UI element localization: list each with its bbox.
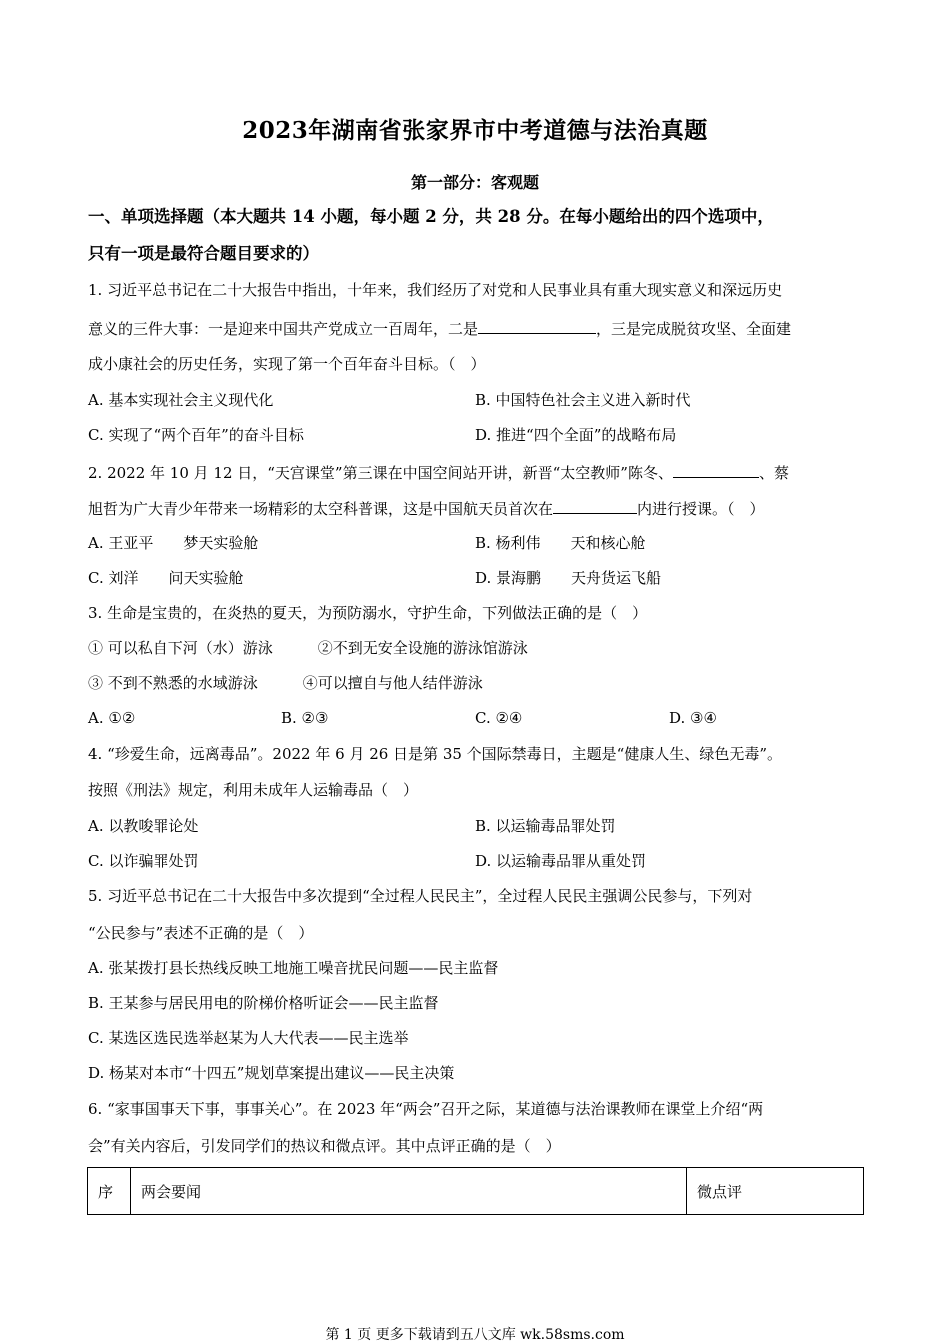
q3-option-d: D. ③④ — [669, 709, 717, 727]
q3-stem: 3. 生命是宝贵的，在炎热的夏天，为预防溺水，守护生命，下列做法正确的是（ ） — [88, 604, 648, 622]
page-footer: 第 1 页 更多下载请到五八文库 wk.58sms.com — [325, 1327, 625, 1343]
q5-option-d: D. 杨某对本市“十四五”规划草案提出建议——民主决策 — [88, 1064, 455, 1082]
q3-option-b: B. ②③ — [281, 709, 329, 727]
q2-stem-part-c: 旭哲为广大青少年带来一场精彩的太空科普课，这是中国航天员首次在 — [88, 500, 554, 518]
q6-header-news: 两会要闻 — [131, 1168, 687, 1215]
q5-option-a: A. 张某拨打县长热线反映工地施工噪音扰民问题——民主监督 — [88, 959, 499, 977]
q4-option-d: D. 以运输毒品罪从重处罚 — [475, 852, 647, 870]
q4-stem-line-1: 4. “珍爱生命，远离毒品”。2022 年 6 月 26 日是第 35 个国际禁毒日，主题是“健康人生、绿色无毒”。 — [88, 745, 783, 763]
q1-stem-line-2 — [88, 317, 791, 339]
page-title: 2023年湖南省张家界市中考道德与法治真题 — [242, 117, 708, 144]
q2-option-a: A. 王亚平 梦天实验舱 — [88, 534, 259, 552]
q5-option-b: B. 王某参与居民用电的阶梯价格听证会——民主监督 — [88, 994, 439, 1012]
q2-stem-line-2 — [88, 497, 765, 519]
q1-stem-part-b: ，三是完成脱贫攻坚、全面建 — [596, 320, 792, 338]
q3-statements-1-2: ① 可以私自下河（水）游泳 ②不到无安全设施的游泳馆游泳 — [88, 639, 528, 657]
q3-option-c: C. ②④ — [475, 709, 523, 727]
q1-stem-line-1: 1. 习近平总书记在二十大报告中指出，十年来，我们经历了对党和人民事业具有重大现实意义和深远历史 — [88, 281, 783, 299]
q2-stem-part-b: 、蔡 — [758, 464, 789, 482]
q3-statements-3-4: ③ 不到不熟悉的水域游泳 ④可以擅自与他人结伴游泳 — [88, 674, 483, 692]
q1-stem-line-3: 成小康社会的历史任务，实现了第一个百年奋斗目标。（ ） — [88, 355, 486, 373]
q1-option-b: B. 中国特色社会主义进入新时代 — [475, 391, 691, 409]
q2-blank-1 — [673, 461, 759, 478]
q6-table — [87, 1167, 864, 1215]
q1-stem-part-a: 意义的三件大事：一是迎来中国共产党成立一百周年，二是 — [88, 320, 479, 338]
q2-stem-line-1 — [88, 461, 789, 483]
q6-header-index: 序 — [88, 1168, 131, 1215]
q3-option-a: A. ①② — [88, 709, 136, 727]
q1-option-a: A. 基本实现社会主义现代化 — [88, 391, 274, 409]
q2-stem-part-d: 内进行授课。（ ） — [637, 500, 765, 518]
q6-table-header-row — [88, 1168, 864, 1215]
q1-option-c: C. 实现了“两个百年”的奋斗目标 — [88, 426, 304, 444]
q4-stem-line-2: 按照《刑法》规定，利用未成年人运输毒品（ ） — [88, 781, 419, 799]
q1-option-d: D. 推进“四个全面”的战略布局 — [475, 426, 677, 444]
part-heading: 第一部分：客观题 — [410, 173, 539, 192]
q4-option-c: C. 以诈骗罪处罚 — [88, 852, 199, 870]
q2-option-d: D. 景海鹏 天舟货运飞船 — [475, 569, 662, 587]
q4-option-a: A. 以教唆罪论处 — [88, 817, 199, 835]
q6-stem-line-1: 6. “家事国事天下事，事事关心”。在 2023 年“两会”召开之际，某道德与法治课教师在课堂上介绍“两 — [88, 1100, 764, 1118]
q5-stem-line-2: “公民参与”表述不正确的是（ ） — [88, 924, 314, 942]
q6-header-comment: 微点评 — [687, 1168, 864, 1215]
q6-stem-line-2: 会”有关内容后，引发同学们的热议和微点评。其中点评正确的是（ ） — [88, 1137, 561, 1155]
q1-blank — [478, 317, 596, 334]
q2-option-b: B. 杨利伟 天和核心舱 — [475, 534, 646, 552]
q5-option-c: C. 某选区选民选举赵某为人大代表——民主选举 — [88, 1029, 409, 1047]
q2-stem-part-a: 2. 2022 年 10 月 12 日，“天宫课堂”第三课在中国空间站开讲，新晋“太空教师”陈冬、 — [88, 464, 673, 482]
q5-stem-line-1: 5. 习近平总书记在二十大报告中多次提到“全过程人民民主”，全过程人民民主强调公民参与，下列对 — [88, 887, 753, 905]
q4-option-b: B. 以运输毒品罪处罚 — [475, 817, 616, 835]
q2-option-c: C. 刘洋 问天实验舱 — [88, 569, 244, 587]
q2-blank-2 — [553, 497, 637, 514]
section-heading-line-1: 一、单项选择题（本大题共 14 小题，每小题 2 分，共 28 分。在每小题给出的四个选项中， — [88, 207, 774, 226]
section-heading-line-2: 只有一项是最符合题目要求的） — [88, 244, 319, 263]
